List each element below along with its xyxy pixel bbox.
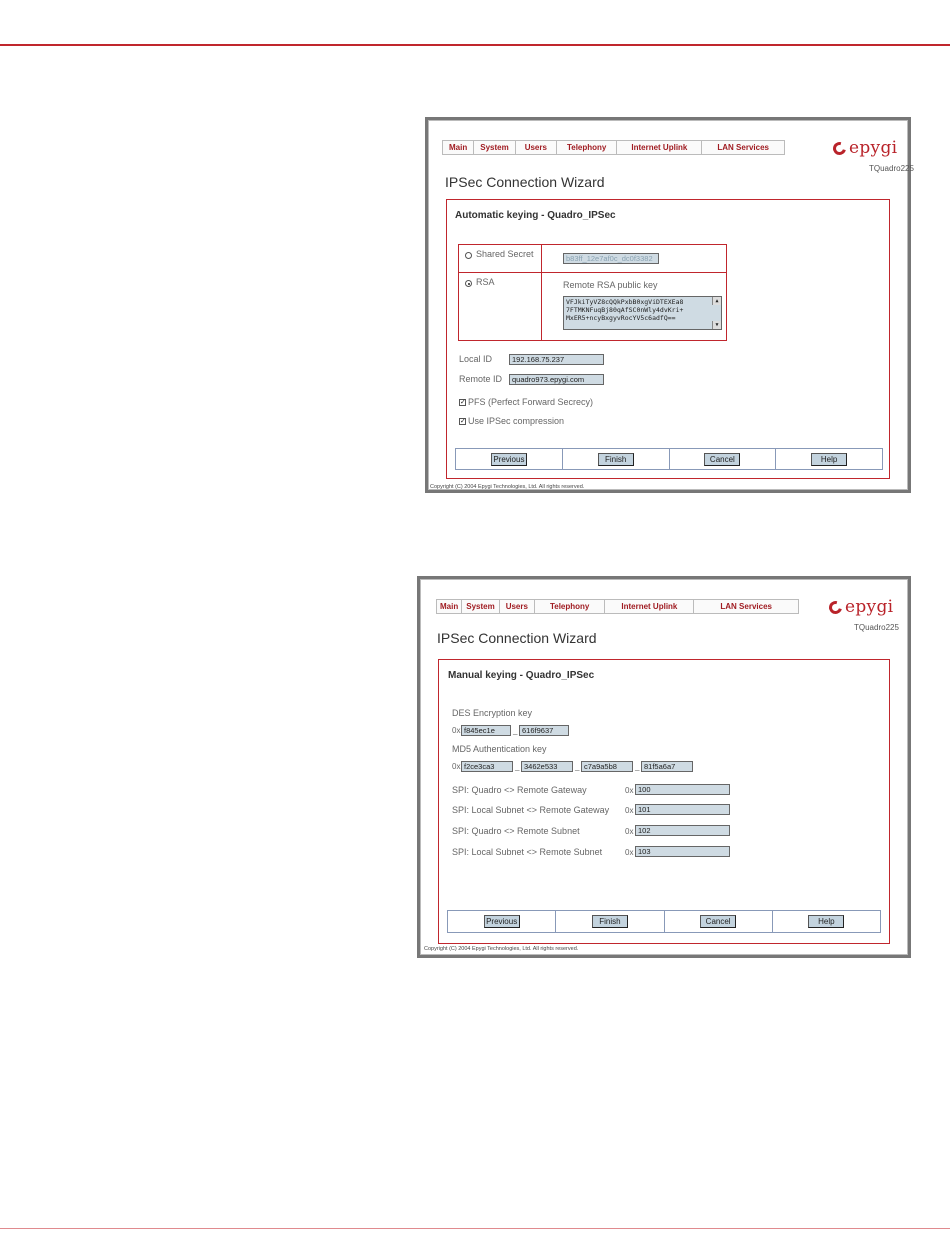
finish-button[interactable]: Finish [598,453,634,466]
hex-prefix: 0x [452,726,461,735]
rsa-key-line: MxER5+ncyBxgyvRocYV5c6adfQ== [566,314,676,322]
hex-prefix: 0x [625,806,634,815]
wizard-panel [438,659,890,944]
device-model: TQuadro225 [869,164,914,173]
footer-rule [0,1228,950,1229]
spi-label: SPI: Local Subnet <> Remote Subnet [452,847,603,857]
button-cell [448,911,556,932]
help-button[interactable]: Help [811,453,847,466]
button-cell [665,911,773,932]
shared-secret-radio[interactable] [465,252,472,259]
tab-lan-services[interactable]: LAN Services [717,143,769,152]
tab-main[interactable]: Main [437,600,462,613]
md5-key-label: MD5 Authentication key [452,744,547,754]
hex-prefix: 0x [452,762,461,771]
previous-button[interactable]: Previous [484,915,520,928]
key-separator: _ [575,762,580,771]
spi-label: SPI: Quadro <> Remote Gateway [452,785,587,795]
tab-system[interactable]: System [474,141,515,154]
epygi-logo: epygi [833,138,897,158]
tab-main[interactable]: Main [443,141,474,154]
panel-title: Manual keying - Quadro_IPSec [448,670,595,681]
spi-input-local-subnet-remote-gateway[interactable]: 101 [635,804,730,815]
shared-secret-label: Shared Secret [476,249,534,259]
copyright: Copyright (C) 2004 Epygi Technologies, Ltd. All rights reserved. [430,484,585,490]
local-id-input[interactable]: 192.168.75.237 [509,354,604,365]
pfs-checkbox[interactable]: ✓ [460,399,466,406]
tab-telephony[interactable]: Telephony [535,600,605,613]
finish-button[interactable]: Finish [592,915,628,928]
md5-key-part-2[interactable]: 3462e533 [521,761,573,772]
tab-lan-services[interactable]: LAN Services [720,602,772,611]
key-separator: _ [515,762,520,771]
spi-input-local-subnet-remote-subnet[interactable]: 103 [635,846,730,857]
key-separator: _ [513,726,518,735]
tab-internet-uplink[interactable]: Internet Uplink [605,600,694,613]
screenshot-automatic-keying [425,117,914,493]
rsa-label: RSA [476,277,495,287]
wizard-panel [446,199,890,479]
page-title: IPSec Connection Wizard [445,174,605,190]
page-title: IPSec Connection Wizard [437,630,597,646]
cancel-button[interactable]: Cancel [704,453,740,466]
hex-prefix: 0x [625,786,634,795]
remote-rsa-key-textarea[interactable] [563,296,722,330]
spi-label: SPI: Quadro <> Remote Subnet [452,826,580,836]
previous-button[interactable]: Previous [491,453,527,466]
rsa-radio[interactable] [465,280,472,287]
des-key-part-1[interactable]: f845ec1e [461,725,511,736]
button-cell [563,449,670,469]
tab-internet-uplink[interactable]: Internet Uplink [617,141,702,154]
tab-telephony[interactable]: Telephony [557,141,617,154]
spi-input-quadro-remote-subnet[interactable]: 102 [635,825,730,836]
key-separator: _ [635,762,640,771]
button-cell [556,911,664,932]
md5-key-part-4[interactable]: 81f5a6a7 [641,761,693,772]
compression-checkbox[interactable]: ✓ [460,418,466,425]
tab-system[interactable]: System [462,600,499,613]
main-nav [436,599,799,614]
rsa-key-line: 7FTMKNFuqBj80qAfSC0nWly4dvKri+ [566,306,684,314]
panel-title: Automatic keying - Quadro_IPSec [455,210,616,221]
button-cell [776,449,882,469]
tab-users[interactable]: Users [516,141,557,154]
epygi-logo: epygi [829,597,893,617]
hex-prefix: 0x [625,827,634,836]
button-cell [456,449,563,469]
local-id-label: Local ID [459,354,493,364]
des-key-label: DES Encryption key [452,708,533,718]
wizard-button-bar [455,448,883,470]
button-cell [670,449,777,469]
scroll-down-icon[interactable]: ▼ [712,321,721,329]
main-nav [442,140,785,155]
copyright: Copyright (C) 2004 Epygi Technologies, Ltd. All rights reserved. [424,946,579,952]
device-model: TQuadro225 [854,623,899,632]
cancel-button[interactable]: Cancel [700,915,736,928]
spi-label: SPI: Local Subnet <> Remote Gateway [452,805,610,815]
button-cell [773,911,880,932]
compression-label: Use IPSec compression [468,416,565,426]
epygi-logo-icon [827,598,845,616]
wizard-button-bar [447,910,881,933]
remote-rsa-key-label: Remote RSA public key [563,280,658,290]
md5-key-part-1[interactable]: f2ce3ca3 [461,761,513,772]
epygi-logo-icon [831,139,849,157]
tab-users[interactable]: Users [500,600,535,613]
remote-id-label: Remote ID [459,374,503,384]
des-key-part-2[interactable]: 616f9637 [519,725,569,736]
hex-prefix: 0x [625,848,634,857]
md5-key-part-3[interactable]: c7a9a5b8 [581,761,633,772]
spi-input-quadro-remote-gateway[interactable]: 100 [635,784,730,795]
shared-secret-input[interactable]: b83ff_12e7af0c_dc0f3382 [563,253,659,264]
pfs-label: PFS (Perfect Forward Secrecy) [468,397,594,407]
scroll-up-icon[interactable]: ▲ [712,297,721,305]
screenshot-manual-keying [417,576,911,958]
rsa-key-line: VFJkiTyVZ8cQQkPxbB0xgViDTEXEa8 [566,298,684,306]
remote-id-input[interactable]: quadro973.epygi.com [509,374,604,385]
help-button[interactable]: Help [808,915,844,928]
header-rule [0,44,950,46]
